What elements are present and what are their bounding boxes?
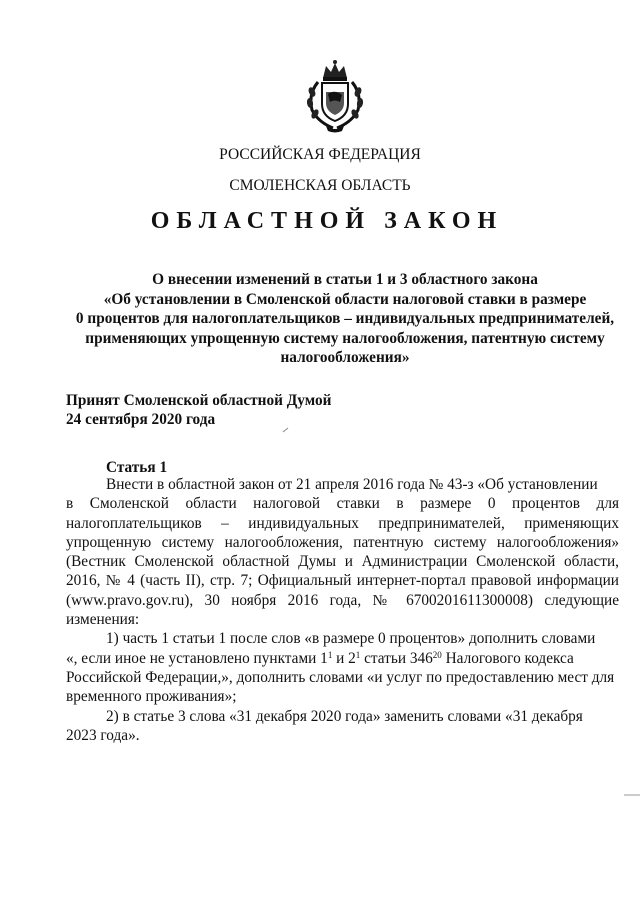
item-1-line: 1) часть 1 статьи 1 после слов «в размере 0 процентов» дополнить словами — [106, 630, 596, 648]
article-intro-line: изменения: — [66, 611, 140, 629]
article-intro-line: 2016, № 4 (часть II), стр. 7; Официальный интернет-портал правовой информации — [66, 572, 619, 590]
region-name: СМОЛЕНСКАЯ ОБЛАСТЬ — [229, 177, 411, 194]
article-intro-line: (www.pravo.gov.ru), 30 ноября 2016 года, № 6700201611300008) следующие — [66, 591, 619, 609]
law-title-line: применяющих упрощенную систему налогообложения, патентную систему — [85, 329, 605, 347]
article-intro-line: (Вестник Смоленской областной Думы и Администрации Смоленской области, — [66, 553, 619, 571]
article-heading: Статья 1 — [106, 459, 168, 476]
adoption-body: Принят Смоленской областной Думой — [66, 392, 332, 409]
law-title-line: 0 процентов для налогоплательщиков – индивидуальных предпринимателей, — [75, 310, 615, 327]
country-name: РОССИЙСКАЯ ФЕДЕРАЦИЯ — [219, 146, 421, 163]
item-1-line: Российской Федерации,», дополнить словами «и услуг по предоставлению мест для — [66, 668, 615, 686]
law-title — [70, 270, 620, 368]
law-title-line: О внесении изменений в статьи 1 и 3 областного закона — [152, 271, 538, 288]
document-type: ОБЛАСТНОЙ ЗАКОН — [150, 208, 504, 234]
article-intro-line: налогоплательщиков – индивидуальных предпринимателей, применяющих — [66, 514, 619, 532]
item-2-line: 2023 года». — [66, 726, 140, 744]
article-intro-line: Внести в областной закон от 21 апреля 2016 года № 43-з «Об установлении — [106, 476, 598, 493]
item-1-line: временного проживания»; — [66, 688, 237, 706]
adoption-date: 24 сентября 2020 года — [66, 411, 216, 428]
coat-of-arms-emblem — [296, 58, 374, 136]
article-intro-line: упрощенную систему налогообложения, патентную систему налогообложения» — [66, 533, 619, 551]
item-1-line: «, если иное не установлено пунктами $1^1$ и $2^1$ статьи $346^{20}$ Налогового кодекса — [66, 649, 574, 667]
article-intro-line: в Смоленской области налоговой ставки в размере 0 процентов для — [66, 495, 619, 513]
adoption-info — [66, 391, 331, 429]
law-title-line: налогообложения» — [280, 349, 410, 366]
item-2-line: 2) в статье 3 слова «31 декабря 2020 года» заменить словами «31 декабря — [106, 707, 583, 725]
law-title-line: «Об установлении в Смоленской области налоговой ставки в размере — [103, 290, 587, 308]
article-body — [66, 475, 619, 745]
